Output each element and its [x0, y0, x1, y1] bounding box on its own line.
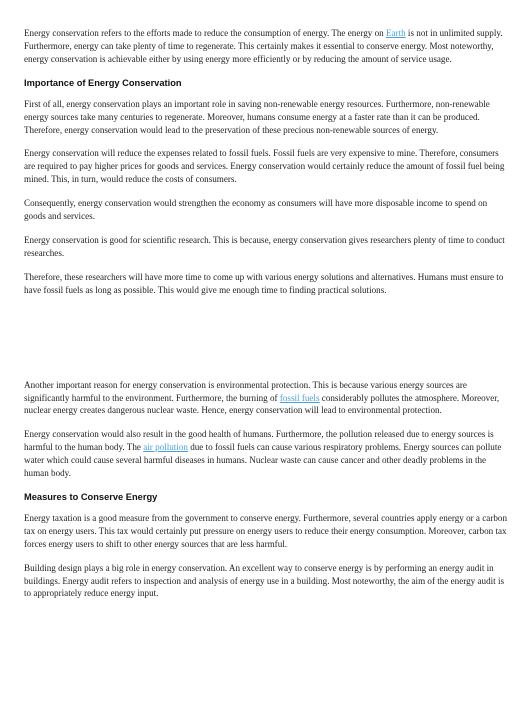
fossil-fuels-link[interactable]: fossil fuels	[279, 392, 320, 403]
intro-text-start: Energy conservation refers to the efforts made to reduce the consumption of energy. The energy on	[24, 28, 386, 38]
measures-heading: Measures to Conserve Energy	[24, 491, 158, 502]
blank-space	[24, 297, 508, 379]
importance-paragraph-3: Consequently, energy conservation would strengthen the economy as consumers will have more disposable income to spend on goods and services.	[24, 198, 488, 222]
intro-paragraph	[24, 27, 508, 66]
importance-paragraph-1: First of all, energy conservation plays an important role in saving non-renewable energy resources. Furthermore, non-renewable energy sources take many centuries to regenerate. Moreover, humans consume energy at a faster rate than it can be produced. Therefore, energy conservation would lead to the preservation of these precious non-renewable sources of energy.	[24, 98, 490, 135]
health-text-start: Energy conservation would also result in the good health of humans. Furthermore, the pollution released due to energy sources is harmful to the human body. The	[24, 429, 494, 453]
importance-paragraph-2: Energy conservation will reduce the expenses related to fossil fuels. Fossil fuels are very expensive to mine. Therefore, consumers are required to pay higher prices for goods and services. Energy conservation would certainly reduce the amount of fossil fuel being mined. This, in turn, would reduce the costs of consumers.	[24, 148, 505, 185]
measures-paragraph-2: Building design plays a big role in energy conservation. An excellent way to conserve energy is by performing an energy audit in buildings. Energy audit refers to inspection and analysis of energy use in a building. Most noteworthy, the aim of the energy audit is to appropriately reduce energy input.	[24, 562, 505, 599]
importance-paragraph-5: Therefore, these researchers will have more time to come up with various energy solutions and alternatives. Humans must ensure to have fossil fuels as long as possible. This would give me enough time to finding practical solutions.	[24, 271, 504, 295]
importance-paragraph-6	[24, 379, 508, 418]
environment-text-start: Another important reason for energy conservation is environmental protection. This is because various energy sources are significantly harmful to the environment. Furthermore, the burning of	[24, 379, 467, 403]
intro-text-end: is not in unlimited supply. Furthermore, energy can take plenty of time to regenerate. This certainly makes it essential to conserve energy. Most noteworthy, energy conservation is achievable either by using energy more efficiently or by reducing the amount of service usage.	[24, 28, 503, 64]
importance-heading: Importance of Energy Conservation	[24, 77, 182, 88]
importance-paragraph-7	[24, 428, 508, 480]
earth-link[interactable]: Earth	[385, 28, 406, 38]
importance-paragraph-4: Energy conservation is good for scientific research. This is because, energy conservation gives researchers plenty of time to conduct researches.	[24, 234, 505, 258]
measures-paragraph-1: Energy taxation is a good measure from the government to conserve energy. Furthermore, several countries apply energy or a carbon tax on energy users. This tax would certainly put pressure on energy users to reduce their energy consumption. Moreover, carbon tax forces energy users to shift to other energy sources that are less harmful.	[24, 512, 507, 549]
environment-text-end: considerably pollutes the atmosphere. Moreover, nuclear energy creates dangerous nuclear waste. Hence, energy conservation will lead to environmental protection.	[24, 392, 500, 416]
health-text-end: due to fossil fuels can cause various respiratory problems. Energy sources can pollute water which could cause several harmful diseases in humans. Nuclear waste can cause cancer and other deadly problems in the human body.	[24, 442, 502, 479]
air-pollution-link[interactable]: air pollution	[143, 442, 188, 453]
